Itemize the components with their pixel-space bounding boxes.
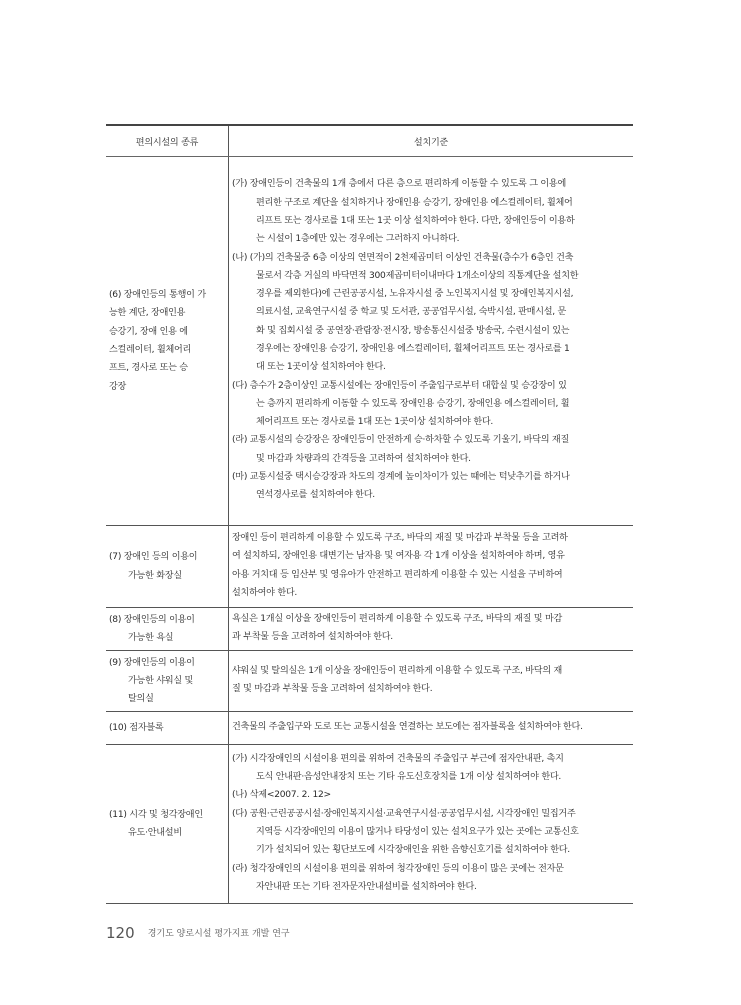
standard-line: 는 층까지 편리하게 이동할 수 있도록 장애인용 승강기, 장애인용 에스컬레이터, 휠 [256, 398, 570, 409]
category-line: 능한 계단, 장애인용 [109, 308, 186, 319]
category-line: 탈의실 [128, 694, 154, 705]
standard-line: 의료시설, 교육연구시설 중 학교 및 도서관, 공공업무시설, 숙박시설, 판매시설, 문 [256, 307, 567, 318]
standard-item [232, 805, 630, 860]
table-row [106, 608, 633, 651]
page-footer [106, 922, 290, 942]
standard-line: 자안내판 또는 기타 전자문자안내설비를 설치하여야 한다. [256, 881, 477, 892]
standard-line: (라) 교통시설의 승강장은 장애인등이 안전하게 승·하차할 수 있도록 기울기, 바닥의 재질 [232, 435, 569, 446]
standard-line: (라) 청각장애인의 시설이용 편의를 위하여 청각장애인 등의 이용이 많은 곳에는 전자문 [232, 863, 564, 874]
standard-item [232, 750, 630, 787]
facility-standards-table [106, 124, 633, 904]
standard-item [232, 786, 630, 804]
category-line: 승강기, 장애 인용 에 [109, 326, 188, 337]
standard-line: 화 및 집회시설 중 공연장·관람장·전시장, 방송통신시설중 방송국, 수련시설이 있는 [256, 325, 570, 336]
facility-category [106, 745, 229, 904]
standard-line: 설치하여야 한다. [232, 587, 298, 598]
table-row [106, 745, 633, 904]
standard-line: 경우를 제외한다)에 근린공공시설, 노유자시설 중 노인복지시설 및 장애인복지시설, [256, 289, 574, 300]
category-line: 프트, 경사로 또는 승 [109, 363, 188, 374]
installation-standard [229, 712, 634, 745]
category-line: (8) 장애인등의 이용이 [109, 614, 195, 625]
standard-item [232, 249, 630, 377]
category-line: 강장 [109, 381, 127, 392]
standard-line: 체어리프트 또는 경사로를 1대 또는 1곳이상 설치하여야 한다. [256, 417, 494, 428]
standard-line: (나) 삭제<2007. 2. 12> [232, 790, 331, 801]
header-standard: 설치기준 [229, 125, 634, 157]
facility-category [106, 157, 229, 526]
standard-line: 는 시설이 1층에만 있는 경우에는 그러하지 아니하다. [256, 234, 460, 245]
standard-line: (가) 장애인등이 건축물의 1개 층에서 다른 층으로 편리하게 이동할 수 있도록 그 이용에 [232, 179, 566, 190]
standard-line: 경우에는 장애인용 승강기, 장애인용 에스컬레이터, 휠체어리프트 또는 경사로를 1 [256, 344, 570, 354]
standard-line: (마) 교통시설중 택시승강장과 차도의 경계에 높이차이가 있는 때에는 턱낮추기를 하거나 [232, 472, 570, 483]
standard-line: 리프트 또는 경사로를 1대 또는 1곳 이상 설치하여야 한다. 다만, 장애인등이 이용하 [256, 215, 575, 226]
standard-line: 연석경사로를 설치하여야 한다. [256, 490, 375, 501]
category-line: (10) 점자블록 [109, 722, 164, 733]
facility-category [106, 608, 229, 651]
standard-line: 아용 거치대 등 임산부 및 영유아가 안전하고 편리하게 이용할 수 있는 시설을 구비하여 [232, 569, 563, 580]
report-title: 경기도 양로시설 평가지표 개발 연구 [147, 929, 290, 939]
standard-line: 욕실은 1개실 이상을 장애인등이 편리하게 이용할 수 있도록 구조, 바닥의 재질 및 마감 [232, 613, 563, 624]
table-header-row [106, 125, 633, 157]
table-row [106, 157, 633, 526]
table-row [106, 526, 633, 608]
table-row [106, 712, 633, 745]
table-row [106, 651, 633, 712]
standard-line: 대 또는 1곳이상 설치하여야 한다. [256, 362, 386, 373]
standard-line: 과 부착물 등을 고려하여 설치하여야 한다. [232, 632, 393, 642]
standard-line: 도식 안내판·음성안내장치 또는 기타 유도신호장치를 1개 이상 설치하여야 한다. [256, 772, 562, 783]
category-line: 가능한 화장실 [128, 570, 182, 581]
standard-line: (다) 층수가 2층이상인 교통시설에는 장애인등이 주출입구로부터 대합실 및 승강장이 있 [232, 380, 567, 391]
standard-line: 여 설치하되, 장애인용 대변기는 남자용 및 여자용 각 1개 이상을 설치하여야 하며, 영유 [232, 551, 565, 562]
installation-standard [229, 608, 634, 651]
standard-line: 물로서 각층 거실의 바닥면적 300제곱미터이내마다 1개소이상의 직통계단을 설치한 [256, 270, 579, 281]
category-line: 가능한 욕실 [128, 633, 174, 643]
page-number: 120 [106, 923, 135, 942]
standard-line: 편리한 구조로 계단을 설치하거나 장애인용 승강기, 장애인용 에스컬레이터, 휠체어 [256, 197, 573, 208]
standard-item [232, 468, 630, 505]
installation-standard [229, 651, 634, 712]
standard-item [232, 431, 630, 468]
category-line: 유도·안내설비 [128, 828, 182, 838]
standard-line: 기가 설치되어 있는 횡단보도에 시각장애인을 위한 음향신호기를 설치하여야 한다. [256, 845, 570, 856]
standard-line: 건축물의 주출입구와 도로 또는 교통시설을 연결하는 보도에는 점자블록을 설치하여야 한다. [232, 721, 583, 732]
standard-line: 장애인 등이 편리하게 이용할 수 있도록 구조, 바닥의 재질 및 마감과 부착물 등을 고려하 [232, 532, 568, 543]
standard-item [232, 860, 630, 897]
category-line: 스컬레이터, 휠체어리 [109, 345, 192, 355]
category-line: (11) 시각 및 청각장애인 [109, 809, 203, 820]
facility-category [106, 526, 229, 608]
installation-standard [229, 157, 634, 526]
standard-line: (가) 시각장애인의 시설이용 편의를 위하여 건축물의 주출입구 부근에 점자안내판, 촉지 [232, 753, 564, 764]
installation-standard [229, 526, 634, 608]
facility-category [106, 651, 229, 712]
standard-line: 질 및 마감과 부착물 등을 고려하여 설치하여야 한다. [232, 684, 433, 694]
facility-category [106, 712, 229, 745]
installation-standard [229, 745, 634, 904]
header-category: 편의시설의 종류 [106, 125, 229, 157]
category-line: 가능한 샤워실 및 [128, 675, 194, 686]
category-line: (7) 장애인 등의 이용이 [109, 552, 198, 563]
standard-line: 샤워실 및 탈의실은 1개 이상을 장애인등이 편리하게 이용할 수 있도록 구조, 바닥의 재 [232, 665, 563, 676]
category-line: (6) 장애인등의 통행이 가 [109, 290, 206, 301]
standard-line: 지역등 시각장애인의 이용이 많거나 타당성이 있는 설치요구가 있는 곳에는 교통신호 [256, 827, 579, 837]
standard-line: (나) (가)의 건축물중 6층 이상의 연면적이 2천제곱미터 이상인 건축물(층수가 6층인 건축 [232, 252, 574, 263]
standard-line: 및 마감과 차량과의 간격등을 고려하여 설치하여야 한다. [256, 453, 471, 464]
standard-item [232, 175, 630, 248]
standard-item [232, 377, 630, 432]
category-line: (9) 장애인등의 이용이 [109, 657, 195, 668]
standard-line: (다) 공원·근린공공시설·장애인복지시설·교육연구시설·공공업무시설, 시각장애인 밀집거주 [232, 808, 576, 819]
